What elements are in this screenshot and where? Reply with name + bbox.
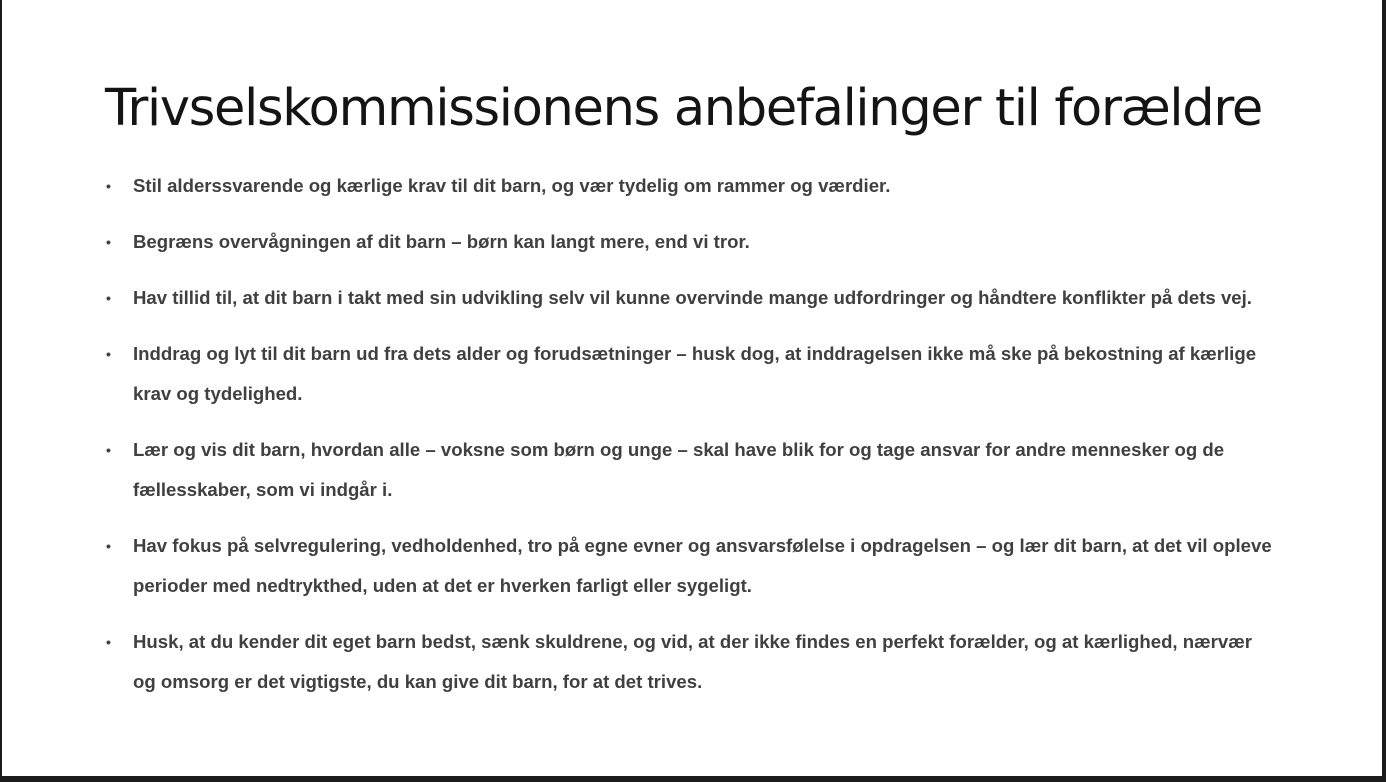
bullet-item: • Husk, at du kender dit eget barn bedst, sænk skuldrene, og vid, at der ikke findes en perfekt forælder, og at kærlighed, nærvær og omsorg er det vigtigste, du kan give dit barn, for at det trives. <box>106 622 1276 702</box>
bullet-item: • Hav tillid til, at dit barn i takt med sin udvikling selv vil kunne overvinde mange udfordringer og håndtere konflikter på dets vej. <box>106 278 1276 318</box>
bullet-item: • Hav fokus på selvregulering, vedholdenhed, tro på egne evner og ansvarsfølelse i opdragelsen – og lær dit barn, at det vil opleve perioder med nedtrykthed, uden at det er hverken farligt eller sygeligt. <box>106 526 1276 606</box>
bullet-list <box>106 166 1276 718</box>
slide-title: Trivselskommissionens anbefalinger til forældre <box>105 79 1262 138</box>
bullet-item: • Stil alderssvarende og kærlige krav til dit barn, og vær tydelig om rammer og værdier. <box>106 166 1276 206</box>
slide <box>2 0 1382 776</box>
bullet-item: • Inddrag og lyt til dit barn ud fra dets alder og forudsætninger – husk dog, at inddragelsen ikke må ske på bekostning af kærlige krav og tydelighed. <box>106 334 1276 414</box>
bullet-item: • Begræns overvågningen af dit barn – børn kan langt mere, end vi tror. <box>106 222 1276 262</box>
bullet-item: • Lær og vis dit barn, hvordan alle – voksne som børn og unge – skal have blik for og tage ansvar for andre mennesker og de fællesskaber, som vi indgår i. <box>106 430 1276 510</box>
